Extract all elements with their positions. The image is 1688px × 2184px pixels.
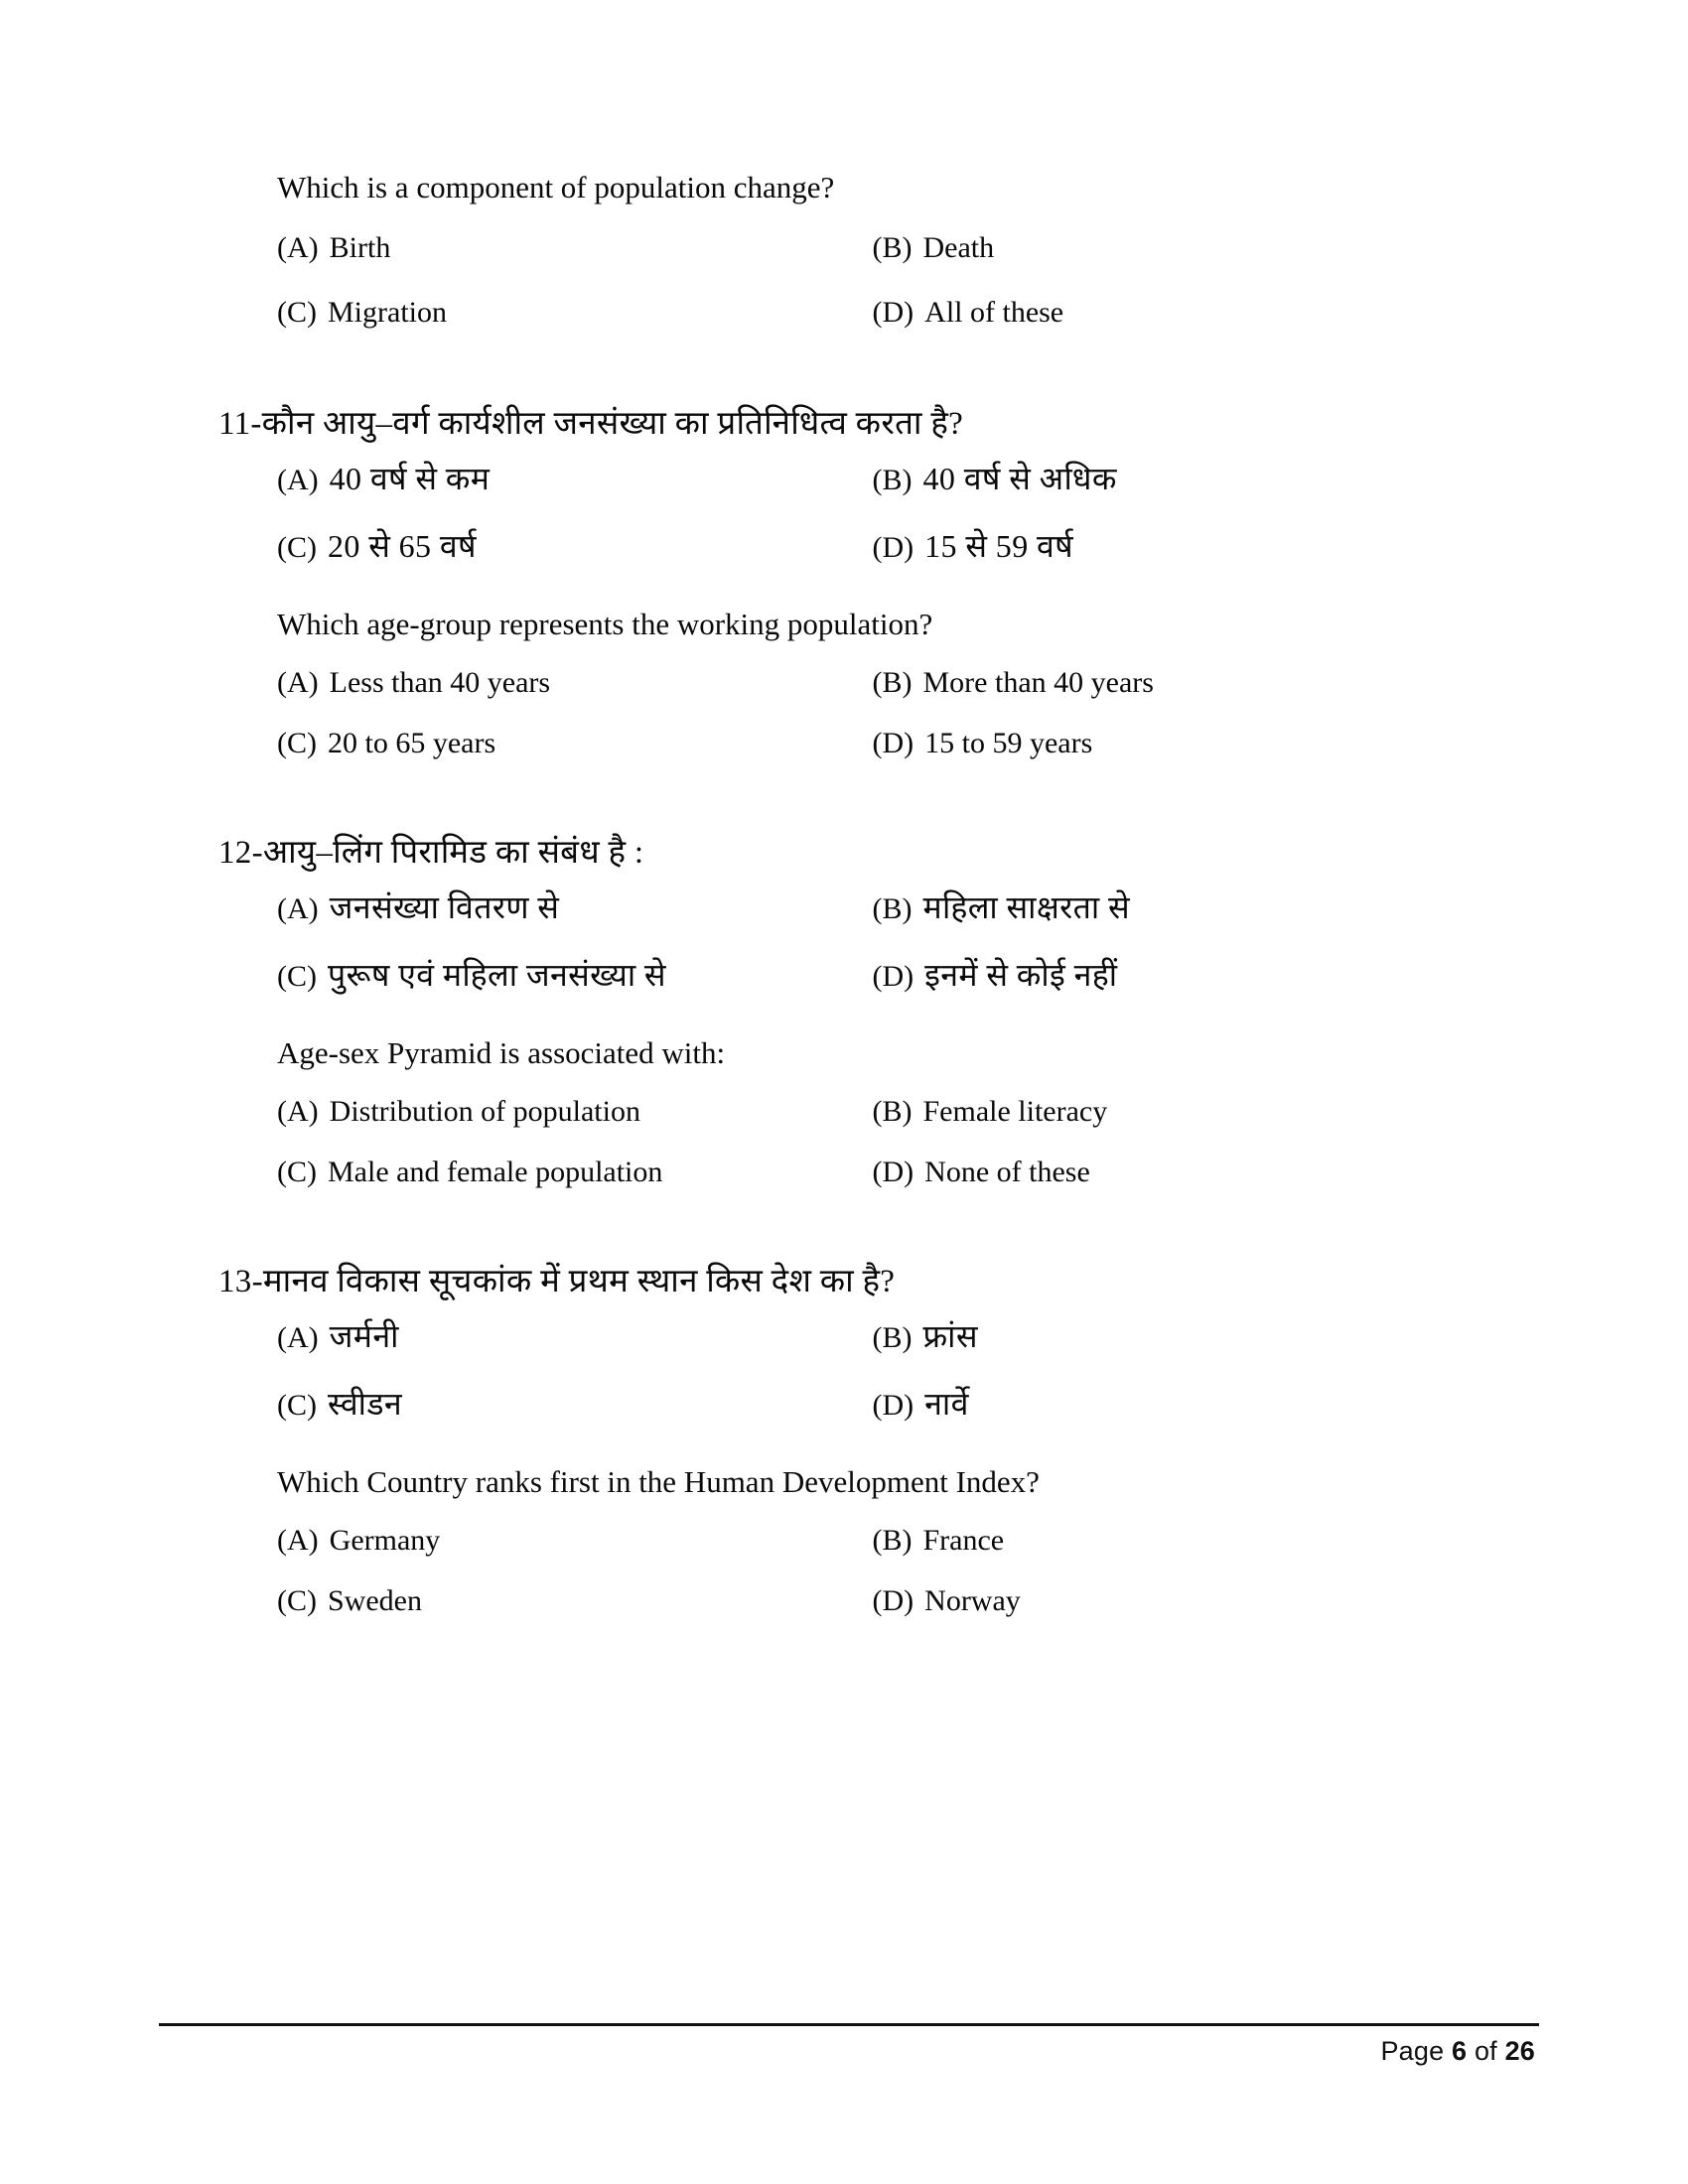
option-label: Birth [329,230,391,264]
option-d[interactable] [873,726,1469,761]
option-row [277,1570,1468,1631]
option-d[interactable] [873,1385,1469,1424]
option-key: (C) [277,726,317,759]
option-label: Male and female population [328,1155,663,1188]
question-number: 12- [218,834,263,871]
option-label: 40 वर्ष से कम [329,461,491,496]
option-a[interactable] [277,460,873,498]
option-row [277,941,1468,1009]
question-stem-english: Which is a component of population change? [277,170,835,205]
option-c[interactable] [277,1583,873,1619]
option-b[interactable] [873,230,1469,266]
option-label: None of these [924,1155,1090,1188]
option-a[interactable] [277,230,873,266]
option-a[interactable] [277,1317,873,1356]
page-footer [159,2023,1539,2067]
option-label: पुरूष एवं महिला जनसंख्या से [328,957,666,993]
option-label: Norway [924,1583,1021,1617]
option-key: (D) [872,726,914,759]
footer-total-pages: 26 [1504,2036,1535,2066]
option-row [277,1370,1468,1437]
option-label: फ्रांस [922,1318,978,1354]
option-row [277,1510,1468,1570]
option-c[interactable] [277,295,873,331]
question-list [218,169,1468,1631]
question-stem-english: Age-sex Pyramid is associated with: [277,1035,726,1070]
question-text-hindi: मानव विकास सूचकांक में प्रथम स्थान किस देश का है? [262,1263,896,1299]
option-label: स्वीडन [328,1386,403,1422]
translation-spacer [246,1009,1468,1034]
option-a[interactable] [277,888,873,927]
option-b[interactable] [873,1523,1469,1559]
option-key: (D) [872,1583,914,1617]
option-row [277,445,1468,512]
option-b[interactable] [873,1094,1469,1130]
option-label: France [922,1523,1005,1557]
option-a[interactable] [277,1523,873,1559]
option-label: जनसंख्या वितरण से [329,889,560,925]
option-key: (B) [872,230,913,264]
option-row [277,874,1468,941]
option-label: 15 to 59 years [924,726,1093,759]
option-key: (B) [872,1321,913,1354]
question-block-q12 [218,833,1468,1202]
option-label: इनमें से कोई नहीं [924,957,1118,993]
option-key: (B) [872,665,913,699]
translation-spacer [246,580,1468,606]
option-row [277,1081,1468,1142]
option-key: (A) [277,665,319,699]
option-c[interactable] [277,527,873,566]
option-label: Distribution of population [329,1094,640,1128]
question-block-q10 [246,169,1468,344]
footer-current-page: 6 [1452,2036,1468,2066]
question-spacer [246,1202,1468,1262]
option-key: (A) [277,230,319,264]
option-key: (C) [277,531,317,564]
option-d[interactable] [873,527,1469,566]
question-text-hindi: आयु–लिंग पिरामिड का संबंध है : [262,834,644,871]
option-b[interactable] [873,888,1469,927]
option-row [277,1302,1468,1370]
option-row [277,215,1468,280]
option-row [277,713,1468,773]
option-key: (A) [277,1094,319,1128]
option-a[interactable] [277,1094,873,1130]
question-spacer [246,344,1468,404]
option-key: (D) [872,1155,914,1188]
option-b[interactable] [873,460,1469,498]
option-row [277,652,1468,713]
option-label: महिला साक्षरता से [922,889,1131,925]
option-a[interactable] [277,665,873,701]
option-c[interactable] [277,1155,873,1190]
option-label: All of these [924,295,1064,329]
option-label: Sweden [328,1583,422,1617]
option-label: Death [922,230,995,264]
option-c[interactable] [277,726,873,761]
option-c[interactable] [277,1385,873,1424]
page-number-label [159,2036,1539,2067]
question-stem-english: Which Country ranks first in the Human Development Index? [277,1464,1040,1499]
option-label: 40 वर्ष से अधिक [922,461,1117,496]
question-number: 13- [218,1263,263,1299]
question-stem-hindi [218,1262,1468,1302]
option-key: (B) [872,1523,913,1557]
question-number: 11- [218,405,262,442]
question-stem-hindi [218,404,1468,445]
option-key: (D) [872,531,914,564]
option-row [277,1142,1468,1202]
question-block-q13 [218,1262,1468,1631]
question-stem-hindi [218,833,1468,874]
option-key: (D) [872,295,914,329]
option-label: Germany [329,1523,441,1557]
option-key: (C) [277,1583,317,1617]
option-label: Female literacy [922,1094,1108,1128]
option-key: (B) [872,892,913,925]
option-key: (C) [277,295,317,329]
option-d[interactable] [873,956,1469,995]
option-label: नार्वे [924,1386,969,1422]
footer-divider [159,2023,1539,2026]
option-key: (A) [277,464,319,496]
option-label: Less than 40 years [329,665,551,699]
option-key: (C) [277,1155,317,1188]
option-key: (C) [277,960,317,993]
option-label: जर्मनी [329,1318,399,1354]
translation-spacer [246,1437,1468,1463]
footer-prefix: Page [1380,2036,1445,2066]
option-b[interactable] [873,665,1469,701]
option-key: (B) [872,464,913,496]
option-d[interactable] [873,1155,1469,1190]
option-label: More than 40 years [922,665,1154,699]
option-label: 20 से 65 वर्ष [328,528,477,564]
option-d[interactable] [873,1583,1469,1619]
question-block-q11 [218,404,1468,773]
option-key: (A) [277,1321,319,1354]
question-text-hindi: कौन आयु–वर्ग कार्यशील जनसंख्या का प्रतिनिधित्व करता है? [261,405,964,442]
option-label: 15 से 59 वर्ष [924,528,1074,564]
option-key: (C) [277,1389,317,1422]
option-key: (B) [872,1094,913,1128]
option-key: (D) [872,960,914,993]
option-row [277,512,1468,580]
question-stem-english: Which age-group represents the working population? [277,607,933,641]
question-spacer [246,773,1468,833]
option-label: 20 to 65 years [328,726,496,759]
option-key: (D) [872,1389,914,1422]
option-row [277,280,1468,344]
option-d[interactable] [873,295,1469,331]
option-label: Migration [328,295,447,329]
option-b[interactable] [873,1317,1469,1356]
option-c[interactable] [277,956,873,995]
option-key: (A) [277,892,319,925]
option-key: (A) [277,1523,319,1557]
footer-middle: of [1474,2036,1497,2066]
